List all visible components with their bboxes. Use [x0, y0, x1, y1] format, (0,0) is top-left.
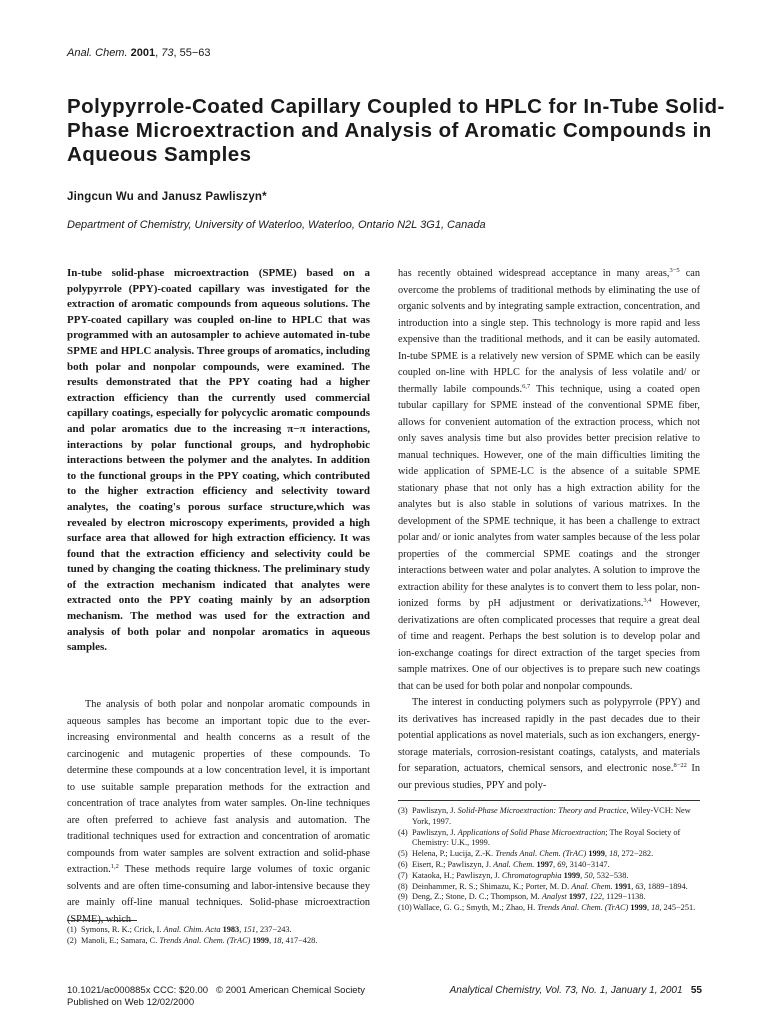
journal-name: Anal. Chem.: [67, 47, 128, 59]
footer-publication-info: [67, 985, 365, 1009]
body-text: In our previous studies, PPY and poly-: [398, 763, 700, 791]
published-date: Published on Web 12/02/2000: [67, 996, 195, 1008]
reference-source: Trends Anal. Chem. (TrAC): [495, 849, 587, 859]
reference-volume: 151: [243, 925, 256, 934]
reference-item: (9) Deng, Z.; Stone, D. C.; Thompson, M. Analyst 1997, 122, 1129−1138.: [398, 892, 646, 902]
reference-source: Solid-Phase Microextraction: Theory and Practice: [457, 806, 627, 815]
reference-source: Applications of Solid Phase Microextraction: [457, 827, 606, 837]
citation-superscript: 3,4: [643, 597, 652, 604]
reference-number: (8): [398, 881, 408, 891]
reference-pages: , 272−282.: [617, 849, 654, 859]
reference-number: (4): [398, 827, 408, 837]
reference-authors: Deng, Z.; Stone, D. C.; Thompson, M.: [412, 892, 542, 902]
article-authors: Jingcun Wu and Janusz Pawliszyn*: [67, 191, 267, 203]
footer-journal-issue: [440, 985, 702, 996]
reference-pages: , 532−538.: [592, 870, 629, 880]
reference-authors: Wallace, G. G.; Smyth, M.; Zhao, H.: [413, 903, 538, 913]
body-text: The interest in conducting polymers such as polypyrrole (PPY) and its derivatives has increased rapidly in the past decades due to their potential applications as novel materials, such as ion exchangers, energy-storage materials, corrosion-resistant coatings, catalysts, and materials for separation, actuators, chemical sensors, and electronic nose.: [398, 697, 700, 774]
reference-year: 1997: [568, 892, 586, 902]
reference-item: (7) Kataoka, H.; Pawliszyn, J. Chromatographia 1999, 50, 532−538.: [398, 870, 629, 880]
reference-volume: 69: [557, 859, 566, 869]
body-text: However, derivatizations are often complicated processes that require a great deal of time and reagent. Perhaps the best solution is to develop polar and ion-exchange coatings for direct extraction of the target species from sample matrixes. One of our objectives is to prepare such new coatings that can be used for both polar and nonpolar compounds.: [398, 598, 700, 692]
doi-copyright-line: 10.1021/ac000885x CCC: $20.00 © 2001 American Chemical Society: [67, 985, 365, 996]
citation-superscript: 1,2: [110, 863, 119, 870]
intro-paragraph-2: [398, 695, 700, 794]
intro-text: The analysis of both polar and nonpolar aromatic compounds in aqueous samples has become an important topic due to the ever-increasing environmental and health concerns as a result of the carcinogenic and mutagenic properties of these compounds. To determine these compounds at a low concentration level, it is important to use suitable sample preparation methods for the extraction and concentration of trace analytes from water samples. On-line techniques are often preferred to achieve fast analysis and automation. The traditional techniques used for extraction and concentration of aromatic compounds from water samples are solvent extraction and solid-phase extraction.: [67, 699, 370, 875]
reference-item: (2) Manoli, E.; Samara, C. Trends Anal. Chem. (TrAC) 1999, 18, 417−428.: [67, 935, 318, 945]
reference-volume: 50: [584, 870, 593, 880]
journal-issue: Analytical Chemistry, Vol. 73, No. 1, January 1, 2001: [449, 985, 683, 996]
reference-year: 1999: [630, 903, 647, 913]
reference-number: (2): [67, 935, 77, 945]
reference-authors: Kataoka, H.; Pawliszyn, J.: [412, 870, 502, 880]
reference-number: (5): [398, 849, 408, 859]
body-text: This technique, using a coated open tubular capillary for SPME instead of the conventional SPME fiber, allows for convenient automation of the extraction process, which not only saves analysis time but also provides better precision relative to manual techniques. However, one of the main difficulties limiting the wide application of SPME-LC is the absence of a suitable SPME stationary phase that not only has a high extraction ability for the analytes but is also stable in solutions of various matrixes. In the development of the SPME technique, it has been a challenge to extract polar and/ or ionic analytes from water samples because of the less polar properties of the commercial SPME coatings and the stronger interactions between water and polar analytes. A solution to improve the extraction ability for these analytes is to convert them to less polar, non-ionized forms by pH adjustment or derivatizations.: [398, 383, 701, 609]
article-affiliation: Department of Chemistry, University of Waterloo, Waterloo, Ontario N2L 3G1, Canada: [67, 219, 486, 231]
references-right: [398, 806, 702, 914]
reference-source: Trends Anal. Chem. (TrAC): [159, 935, 251, 945]
footnote-divider: [398, 800, 700, 801]
reference-pages: , 417−428.: [281, 935, 318, 945]
reference-pages: , 237−243.: [255, 925, 292, 934]
body-text: has recently obtained widespread acceptance in many areas,: [398, 268, 670, 279]
intro-paragraph-continued: [398, 266, 700, 695]
reference-item: [398, 828, 702, 850]
reference-number: (10): [398, 903, 412, 913]
reference-authors: Symons, R. K.; Crick, I.: [81, 925, 164, 934]
reference-authors: Pawliszyn, J.: [412, 827, 458, 837]
reference-year: 1991: [614, 881, 632, 891]
reference-number: (7): [398, 870, 408, 880]
body-text: can overcome the problems of traditional methods by eliminating the use of organic solvents and by integrating sample extraction, concentration, and introduction into a single step. This technology is more rapid and less expensive than the traditional methods, and it can be easily automated. In-tube SPME is a relatively new version of SPME which can be easily coupled on-line with HPLC for the analysis of less volatile and/ or thermally labile compounds.: [398, 268, 700, 395]
reference-pages: , 1889−1894.: [643, 881, 688, 891]
article-title: Polypyrrole-Coated Capillary Coupled to HPLC for In-Tube Solid-Phase Microextraction and Analysis of Aromatic Compounds in Aqueous Samples: [67, 95, 725, 166]
reference-year: 1983: [222, 925, 240, 934]
reference-volume: 18: [273, 935, 282, 945]
reference-source: Anal. Chem.: [571, 881, 613, 891]
reference-year: 1997: [536, 859, 554, 869]
reference-source: Anal. Chem.: [493, 859, 535, 869]
reference-year: 1999: [563, 870, 581, 880]
footnote-divider: [67, 920, 137, 921]
citation-superscript: 6,7: [522, 382, 531, 390]
reference-volume: 18: [609, 849, 618, 859]
references-left: [67, 925, 370, 947]
reference-number: (6): [398, 859, 408, 869]
reference-authors: Helena, P.; Lucija, Z.-K.: [412, 849, 496, 859]
page-number: 55: [690, 985, 702, 996]
citation-volume: 73: [161, 47, 174, 59]
reference-source: Trends Anal. Chem. (TrAC): [537, 903, 629, 913]
citation-superscript: 3−5: [669, 267, 680, 274]
reference-year: 1999: [252, 935, 270, 945]
reference-year: 1999: [588, 849, 605, 859]
reference-item: (8) Deinhammer, R. S.; Shimazu, K.; Porter, M. D. Anal. Chem. 1991, 63, 1889−1894.: [398, 881, 688, 891]
journal-citation: Anal. Chem. 2001, 73, 55−63: [67, 47, 211, 59]
reference-authors: Pawliszyn, J.: [412, 806, 458, 815]
reference-volume: 122: [589, 892, 603, 902]
reference-source: Analyst: [541, 892, 567, 902]
reference-item: (1) Symons, R. K.; Crick, I. Anal. Chim. Acta 1983, 151, 237−243.: [67, 925, 292, 934]
reference-item: [398, 806, 702, 828]
introduction-left-column: [67, 697, 370, 928]
reference-source: Chromatographia: [501, 870, 562, 880]
reference-pages: , 1129−1138.: [602, 892, 646, 902]
abstract: In-tube solid-phase microextraction (SPME) based on a polypyrrole (PPY)-coated capillary was investigated for the extraction of aromatic compounds from aqueous solutions. The PPY-coated capillary was coupled on-line to HPLC that was programmed with an autosampler to achieve automated in-tube SPME and HPLC analysis. Three groups of aromatics, including both polar and nonpolar compounds, were examined. The results demonstrated that the PPY coating had a higher extraction efficiency than the currently used commercial capillary coatings, especially for polycyclic aromatic compounds and polar aromatics due to the increasing π−π interactions, interactions by polar functional groups, and hydrophobic interactions between the polymer and the analytes. In addition to the functional groups in the PPY coating, which contributed to the higher extraction efficiency and selectivity toward analytes, the coating's porous surface structure,which was revealed by electron microscopy experiments, provided a high surface area that allowed for high extraction efficiency. It was found that the extraction efficiency and selectivity could be tuned by changing the coating thickness. The preliminary study of the extraction mechanism indicated that analytes were extracted onto the PPY coating mainly by an adsorption mechanism. The method was used for the extraction and analysis of both polar and nonpolar aromatics in aqueous samples.: [67, 267, 370, 654]
reference-pages: , 3140−3147.: [565, 859, 610, 869]
intro-text: These methods require large volumes of toxic organic solvents and are often time-consuming and labor-intensive because they are mainly off-line manual techniques. Solid-phase microextraction (SPME), which: [67, 864, 370, 925]
reference-authors: Manoli, E.; Samara, C.: [81, 935, 160, 945]
intro-paragraph-1: [67, 697, 370, 928]
reference-item: (5) Helena, P.; Lucija, Z.-K. Trends Anal. Chem. (TrAC) 1999, 18, 272−282.: [398, 849, 654, 859]
reference-volume: 18: [651, 903, 660, 913]
reference-pages: ; The Royal Society of Chemistry: U.K., 1999.: [412, 827, 681, 848]
reference-authors: Eisert, R.; Pawliszyn, J.: [412, 859, 494, 869]
reference-item: (10) Wallace, G. G.; Smyth, M.; Zhao, H. Trends Anal. Chem. (TrAC) 1999, 18, 245−251.: [398, 903, 696, 913]
reference-volume: 63: [635, 881, 644, 891]
reference-number: (3): [398, 806, 408, 815]
reference-source: Anal. Chim. Acta: [163, 925, 221, 934]
reference-item: (6) Eisert, R.; Pawliszyn, J. Anal. Chem. 1997, 69, 3140−3147.: [398, 859, 610, 869]
reference-number: (9): [398, 892, 408, 902]
citation-pages: 55−63: [179, 47, 211, 59]
citation-year: 2001: [130, 47, 156, 59]
reference-number: (1): [67, 925, 77, 934]
citation-superscript: 8−22: [673, 762, 687, 769]
reference-pages: , Wiley-VCH: New York, 1997.: [412, 806, 691, 826]
reference-authors: Deinhammer, R. S.; Shimazu, K.; Porter, M. D.: [412, 881, 572, 891]
introduction-right-column: [398, 266, 700, 794]
reference-pages: , 245−251.: [659, 903, 696, 913]
